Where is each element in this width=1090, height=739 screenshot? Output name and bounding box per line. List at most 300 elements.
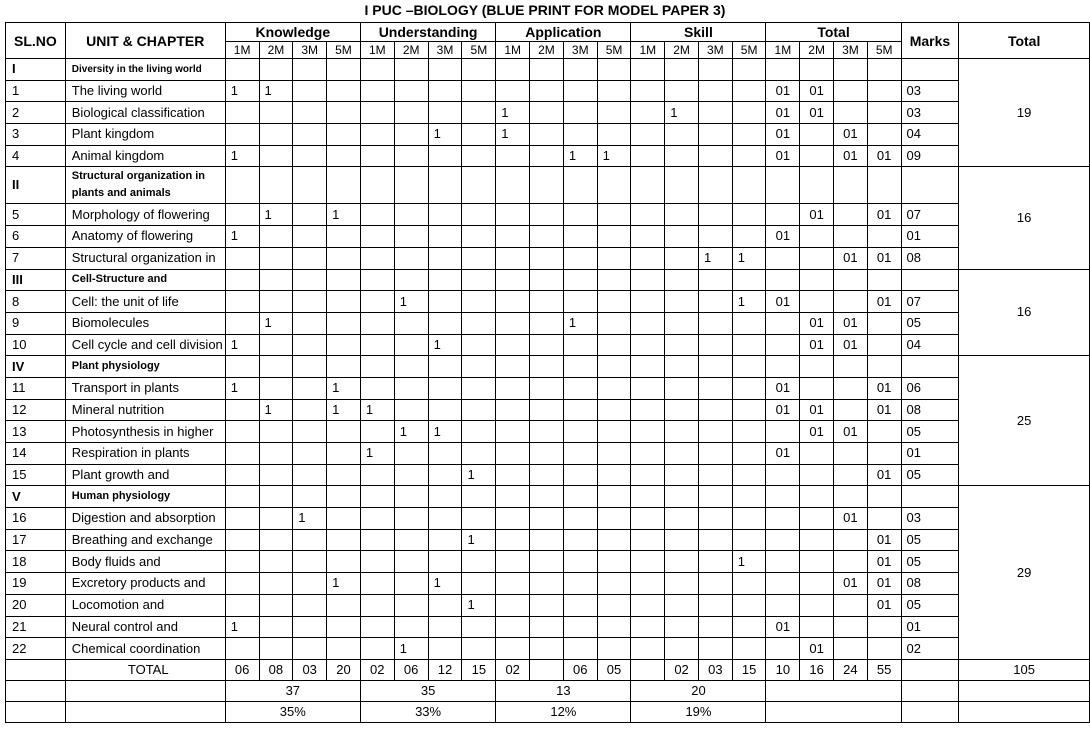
mark-cell bbox=[394, 312, 428, 334]
mark-cell bbox=[732, 124, 766, 146]
mark-cell bbox=[428, 399, 462, 421]
mark-cell bbox=[597, 291, 631, 313]
mark-cell bbox=[360, 616, 394, 638]
mark-cell bbox=[360, 312, 394, 334]
mark-cell bbox=[766, 508, 800, 530]
mark-cell: 01 bbox=[867, 291, 901, 313]
mark-cell bbox=[225, 269, 259, 291]
mark-cell bbox=[496, 573, 530, 595]
mark-cell: 01 bbox=[867, 247, 901, 269]
mark-cell bbox=[530, 80, 564, 102]
mark-cell bbox=[259, 638, 293, 660]
mark-cell bbox=[496, 80, 530, 102]
empty-cell bbox=[766, 701, 901, 722]
chapter-cell: Animal kingdom bbox=[65, 145, 225, 167]
mark-cell bbox=[698, 334, 732, 356]
mark-cell: 01 bbox=[867, 573, 901, 595]
mark-cell: 01 bbox=[766, 124, 800, 146]
mark-cell bbox=[360, 145, 394, 167]
mark-cell bbox=[428, 486, 462, 508]
mark-cell bbox=[327, 167, 361, 204]
mark-cell bbox=[597, 356, 631, 378]
chapter-cell: Cell cycle and cell division bbox=[65, 334, 225, 356]
total-cell: 02 bbox=[665, 659, 699, 680]
sub-header-cell: 2M bbox=[259, 42, 293, 59]
marks-cell: 03 bbox=[901, 80, 959, 102]
mark-cell bbox=[563, 377, 597, 399]
mark-cell bbox=[462, 269, 496, 291]
marks-cell bbox=[901, 59, 959, 81]
total-label: TOTAL bbox=[65, 659, 225, 680]
chapter-cell: The living world bbox=[65, 80, 225, 102]
mark-cell: 01 bbox=[867, 145, 901, 167]
sl-no-cell: V bbox=[6, 486, 66, 508]
chapter-cell bbox=[65, 680, 225, 701]
mark-cell bbox=[293, 464, 327, 486]
mark-cell: 01 bbox=[766, 616, 800, 638]
mark-cell bbox=[293, 80, 327, 102]
mark-cell: 01 bbox=[834, 124, 868, 146]
table-row bbox=[6, 377, 1090, 399]
mark-cell bbox=[360, 204, 394, 226]
mark-cell bbox=[293, 594, 327, 616]
mark-cell: 1 bbox=[732, 291, 766, 313]
mark-cell bbox=[563, 616, 597, 638]
mark-cell bbox=[800, 247, 834, 269]
mark-cell bbox=[530, 529, 564, 551]
mark-cell bbox=[327, 529, 361, 551]
total-cell: 15 bbox=[732, 659, 766, 680]
mark-cell: 01 bbox=[800, 204, 834, 226]
mark-cell bbox=[462, 551, 496, 573]
mark-cell bbox=[563, 443, 597, 465]
mark-cell bbox=[293, 204, 327, 226]
mark-cell bbox=[530, 551, 564, 573]
mark-cell bbox=[631, 421, 665, 443]
mark-cell bbox=[698, 291, 732, 313]
mark-cell bbox=[597, 124, 631, 146]
mark-cell: 01 bbox=[834, 247, 868, 269]
sl-no-cell: 12 bbox=[6, 399, 66, 421]
mark-cell bbox=[462, 616, 496, 638]
mark-cell bbox=[698, 638, 732, 660]
mark-cell bbox=[428, 312, 462, 334]
chapter-cell: Digestion and absorption bbox=[65, 508, 225, 530]
unit-total-cell: 29 bbox=[959, 486, 1090, 660]
mark-cell bbox=[698, 486, 732, 508]
mark-cell bbox=[259, 145, 293, 167]
mark-cell bbox=[462, 377, 496, 399]
mark-cell bbox=[834, 377, 868, 399]
mark-cell bbox=[563, 334, 597, 356]
chapter-cell: Neural control and bbox=[65, 616, 225, 638]
mark-cell bbox=[530, 356, 564, 378]
mark-cell bbox=[394, 377, 428, 399]
mark-cell bbox=[394, 145, 428, 167]
mark-cell bbox=[563, 102, 597, 124]
mark-cell bbox=[327, 312, 361, 334]
mark-cell bbox=[496, 377, 530, 399]
marks-cell bbox=[901, 356, 959, 378]
mark-cell bbox=[293, 529, 327, 551]
mark-cell bbox=[293, 443, 327, 465]
mark-cell bbox=[597, 204, 631, 226]
total-cell: 12 bbox=[428, 659, 462, 680]
mark-cell bbox=[462, 443, 496, 465]
mark-cell bbox=[631, 167, 665, 204]
marks-cell: 01 bbox=[901, 616, 959, 638]
mark-cell bbox=[496, 247, 530, 269]
mark-cell bbox=[631, 291, 665, 313]
mark-cell bbox=[394, 204, 428, 226]
mark-cell bbox=[428, 102, 462, 124]
mark-cell bbox=[530, 508, 564, 530]
mark-cell bbox=[428, 80, 462, 102]
mark-cell bbox=[834, 167, 868, 204]
table-row bbox=[6, 551, 1090, 573]
mark-cell: 1 bbox=[327, 399, 361, 421]
mark-cell bbox=[530, 167, 564, 204]
mark-cell bbox=[698, 594, 732, 616]
mark-cell: 1 bbox=[394, 638, 428, 660]
mark-cell bbox=[259, 356, 293, 378]
sl-no-cell: 22 bbox=[6, 638, 66, 660]
mark-cell bbox=[327, 269, 361, 291]
mark-cell bbox=[530, 59, 564, 81]
mark-cell bbox=[698, 529, 732, 551]
mark-cell bbox=[530, 616, 564, 638]
mark-cell bbox=[867, 124, 901, 146]
mark-cell bbox=[428, 443, 462, 465]
mark-cell bbox=[360, 356, 394, 378]
mark-cell bbox=[665, 421, 699, 443]
mark-cell bbox=[563, 291, 597, 313]
mark-cell bbox=[766, 334, 800, 356]
unit-total-cell: 16 bbox=[959, 167, 1090, 269]
chapter-cell: Body fluids and bbox=[65, 551, 225, 573]
table-row bbox=[6, 486, 1090, 508]
mark-cell bbox=[428, 638, 462, 660]
total-cell: 03 bbox=[698, 659, 732, 680]
sl-no-cell: I bbox=[6, 59, 66, 81]
mark-cell bbox=[631, 204, 665, 226]
application-header: Application bbox=[496, 23, 631, 42]
mark-cell bbox=[225, 59, 259, 81]
mark-cell bbox=[867, 638, 901, 660]
mark-cell: 1 bbox=[394, 291, 428, 313]
mark-cell bbox=[360, 102, 394, 124]
mark-cell bbox=[225, 291, 259, 313]
mark-cell bbox=[834, 59, 868, 81]
chapter-cell: Plant kingdom bbox=[65, 124, 225, 146]
chapter-cell: Excretory products and bbox=[65, 573, 225, 595]
sl-no-cell: 18 bbox=[6, 551, 66, 573]
sub-header-cell: 5M bbox=[867, 42, 901, 59]
mark-cell bbox=[530, 124, 564, 146]
mark-cell bbox=[225, 102, 259, 124]
mark-cell: 1 bbox=[394, 421, 428, 443]
mark-cell bbox=[394, 443, 428, 465]
mark-cell bbox=[698, 551, 732, 573]
mark-cell bbox=[867, 167, 901, 204]
mark-cell bbox=[665, 594, 699, 616]
mark-cell bbox=[293, 616, 327, 638]
mark-cell bbox=[360, 269, 394, 291]
mark-cell bbox=[360, 291, 394, 313]
mark-cell bbox=[563, 356, 597, 378]
marks-cell: 05 bbox=[901, 551, 959, 573]
mark-cell bbox=[360, 59, 394, 81]
marks-cell: 07 bbox=[901, 291, 959, 313]
mark-cell: 01 bbox=[766, 102, 800, 124]
mark-cell bbox=[597, 464, 631, 486]
mark-cell: 1 bbox=[259, 312, 293, 334]
mark-cell bbox=[665, 269, 699, 291]
mark-cell bbox=[428, 594, 462, 616]
mark-cell bbox=[732, 638, 766, 660]
mark-cell: 1 bbox=[360, 443, 394, 465]
mark-cell bbox=[597, 247, 631, 269]
mark-cell: 01 bbox=[766, 443, 800, 465]
table-row bbox=[6, 399, 1090, 421]
mark-cell: 01 bbox=[800, 102, 834, 124]
marks-cell: 02 bbox=[901, 638, 959, 660]
mark-cell bbox=[597, 508, 631, 530]
mark-cell bbox=[259, 594, 293, 616]
skill-header: Skill bbox=[631, 23, 766, 42]
mark-cell bbox=[631, 486, 665, 508]
mark-cell bbox=[766, 247, 800, 269]
mark-cell: 01 bbox=[834, 573, 868, 595]
mark-cell bbox=[800, 356, 834, 378]
mark-cell: 01 bbox=[867, 377, 901, 399]
mark-cell bbox=[563, 508, 597, 530]
mark-cell bbox=[766, 573, 800, 595]
mark-cell bbox=[530, 399, 564, 421]
mark-cell: 01 bbox=[867, 529, 901, 551]
mark-cell bbox=[732, 377, 766, 399]
mark-cell bbox=[631, 80, 665, 102]
mark-cell: 1 bbox=[732, 551, 766, 573]
mark-cell bbox=[293, 247, 327, 269]
mark-cell bbox=[259, 291, 293, 313]
mark-cell bbox=[766, 59, 800, 81]
mark-cell bbox=[732, 334, 766, 356]
mark-cell bbox=[293, 59, 327, 81]
mark-cell: 1 bbox=[428, 573, 462, 595]
table-row bbox=[6, 312, 1090, 334]
mark-cell bbox=[496, 291, 530, 313]
table-row bbox=[6, 269, 1090, 291]
total-header: Total bbox=[766, 23, 901, 42]
mark-cell bbox=[631, 551, 665, 573]
mark-cell bbox=[530, 102, 564, 124]
mark-cell bbox=[732, 269, 766, 291]
mark-cell bbox=[766, 529, 800, 551]
mark-cell: 1 bbox=[428, 334, 462, 356]
mark-cell bbox=[496, 464, 530, 486]
mark-cell bbox=[631, 616, 665, 638]
mark-cell bbox=[428, 529, 462, 551]
mark-cell bbox=[428, 464, 462, 486]
sub-header-cell: 5M bbox=[462, 42, 496, 59]
mark-cell bbox=[834, 269, 868, 291]
mark-cell bbox=[462, 80, 496, 102]
mark-cell bbox=[462, 356, 496, 378]
sl-no-cell: 5 bbox=[6, 204, 66, 226]
mark-cell bbox=[834, 638, 868, 660]
table-row bbox=[6, 291, 1090, 313]
mark-cell bbox=[631, 464, 665, 486]
mark-cell bbox=[766, 167, 800, 204]
mark-cell bbox=[259, 269, 293, 291]
mark-cell bbox=[259, 59, 293, 81]
mark-cell bbox=[259, 573, 293, 595]
table-row bbox=[6, 638, 1090, 660]
mark-cell bbox=[800, 167, 834, 204]
mark-cell bbox=[225, 551, 259, 573]
mark-cell: 1 bbox=[597, 145, 631, 167]
mark-cell bbox=[732, 421, 766, 443]
chapter-cell: Locomotion and bbox=[65, 594, 225, 616]
mark-cell bbox=[631, 399, 665, 421]
mark-cell: 1 bbox=[225, 226, 259, 248]
mark-cell bbox=[225, 486, 259, 508]
total-cell: 55 bbox=[867, 659, 901, 680]
mark-cell: 1 bbox=[293, 508, 327, 530]
mark-cell bbox=[225, 167, 259, 204]
mark-cell bbox=[698, 226, 732, 248]
mark-cell bbox=[698, 59, 732, 81]
mark-cell bbox=[563, 269, 597, 291]
mark-cell bbox=[867, 59, 901, 81]
mark-cell bbox=[834, 204, 868, 226]
mark-cell bbox=[293, 573, 327, 595]
sub-header-cell: 3M bbox=[428, 42, 462, 59]
mark-cell bbox=[800, 594, 834, 616]
sl-no-cell bbox=[6, 701, 66, 722]
mark-cell bbox=[327, 508, 361, 530]
mark-cell bbox=[394, 247, 428, 269]
mark-cell bbox=[867, 312, 901, 334]
mark-cell bbox=[428, 269, 462, 291]
empty-cell bbox=[766, 680, 901, 701]
mark-cell bbox=[732, 573, 766, 595]
mark-cell bbox=[766, 421, 800, 443]
mark-cell: 1 bbox=[360, 399, 394, 421]
sl-no-cell: IV bbox=[6, 356, 66, 378]
mark-cell bbox=[834, 80, 868, 102]
mark-cell bbox=[530, 594, 564, 616]
mark-cell: 01 bbox=[800, 80, 834, 102]
sl-no-cell: 16 bbox=[6, 508, 66, 530]
mark-cell bbox=[225, 529, 259, 551]
mark-cell bbox=[800, 145, 834, 167]
table-row bbox=[6, 443, 1090, 465]
mark-cell bbox=[530, 247, 564, 269]
mark-cell bbox=[394, 80, 428, 102]
mark-cell bbox=[259, 616, 293, 638]
mark-cell bbox=[800, 377, 834, 399]
total-cell: 08 bbox=[259, 659, 293, 680]
mark-cell: 01 bbox=[800, 638, 834, 660]
mark-cell bbox=[563, 638, 597, 660]
marks-cell: 04 bbox=[901, 334, 959, 356]
sl-no-cell: 19 bbox=[6, 573, 66, 595]
mark-cell bbox=[597, 616, 631, 638]
mark-cell: 01 bbox=[800, 399, 834, 421]
mark-cell bbox=[225, 356, 259, 378]
chapter-cell: Anatomy of flowering bbox=[65, 226, 225, 248]
mark-cell bbox=[867, 616, 901, 638]
mark-cell bbox=[496, 443, 530, 465]
mark-cell bbox=[665, 399, 699, 421]
sl-no-cell: III bbox=[6, 269, 66, 291]
grand-total-header: Total bbox=[959, 23, 1090, 59]
mark-cell bbox=[428, 247, 462, 269]
mark-cell bbox=[698, 80, 732, 102]
mark-cell bbox=[496, 399, 530, 421]
marks-cell: 03 bbox=[901, 102, 959, 124]
mark-cell: 01 bbox=[766, 80, 800, 102]
mark-cell bbox=[631, 124, 665, 146]
mark-cell bbox=[698, 616, 732, 638]
mark-cell bbox=[530, 377, 564, 399]
mark-cell bbox=[800, 508, 834, 530]
mark-cell bbox=[597, 269, 631, 291]
marks-cell: 08 bbox=[901, 573, 959, 595]
mark-cell bbox=[496, 145, 530, 167]
mark-cell bbox=[462, 226, 496, 248]
marks-cell bbox=[901, 167, 959, 204]
table-row bbox=[6, 334, 1090, 356]
mark-cell bbox=[665, 616, 699, 638]
mark-cell: 01 bbox=[867, 551, 901, 573]
mark-cell bbox=[563, 551, 597, 573]
summary-count-cell: 13 bbox=[496, 680, 631, 701]
mark-cell bbox=[563, 573, 597, 595]
mark-cell bbox=[867, 443, 901, 465]
mark-cell bbox=[698, 356, 732, 378]
mark-cell: 1 bbox=[462, 464, 496, 486]
mark-cell bbox=[293, 638, 327, 660]
mark-cell bbox=[293, 377, 327, 399]
marks-cell bbox=[901, 269, 959, 291]
mark-cell bbox=[293, 421, 327, 443]
mark-cell bbox=[563, 204, 597, 226]
mark-cell bbox=[665, 638, 699, 660]
understanding-header: Understanding bbox=[360, 23, 495, 42]
table-row bbox=[6, 594, 1090, 616]
mark-cell bbox=[496, 356, 530, 378]
mark-cell bbox=[732, 356, 766, 378]
chapter-cell: Photosynthesis in higher bbox=[65, 421, 225, 443]
mark-cell bbox=[327, 291, 361, 313]
marks-cell: 08 bbox=[901, 247, 959, 269]
mark-cell bbox=[530, 291, 564, 313]
mark-cell bbox=[631, 594, 665, 616]
sub-header-cell: 3M bbox=[834, 42, 868, 59]
chapter-cell: Plant physiology bbox=[65, 356, 225, 378]
mark-cell bbox=[225, 464, 259, 486]
mark-cell bbox=[327, 464, 361, 486]
mark-cell bbox=[530, 638, 564, 660]
mark-cell bbox=[530, 573, 564, 595]
mark-cell: 1 bbox=[327, 573, 361, 595]
mark-cell bbox=[394, 464, 428, 486]
mark-cell bbox=[225, 312, 259, 334]
mark-cell bbox=[732, 508, 766, 530]
